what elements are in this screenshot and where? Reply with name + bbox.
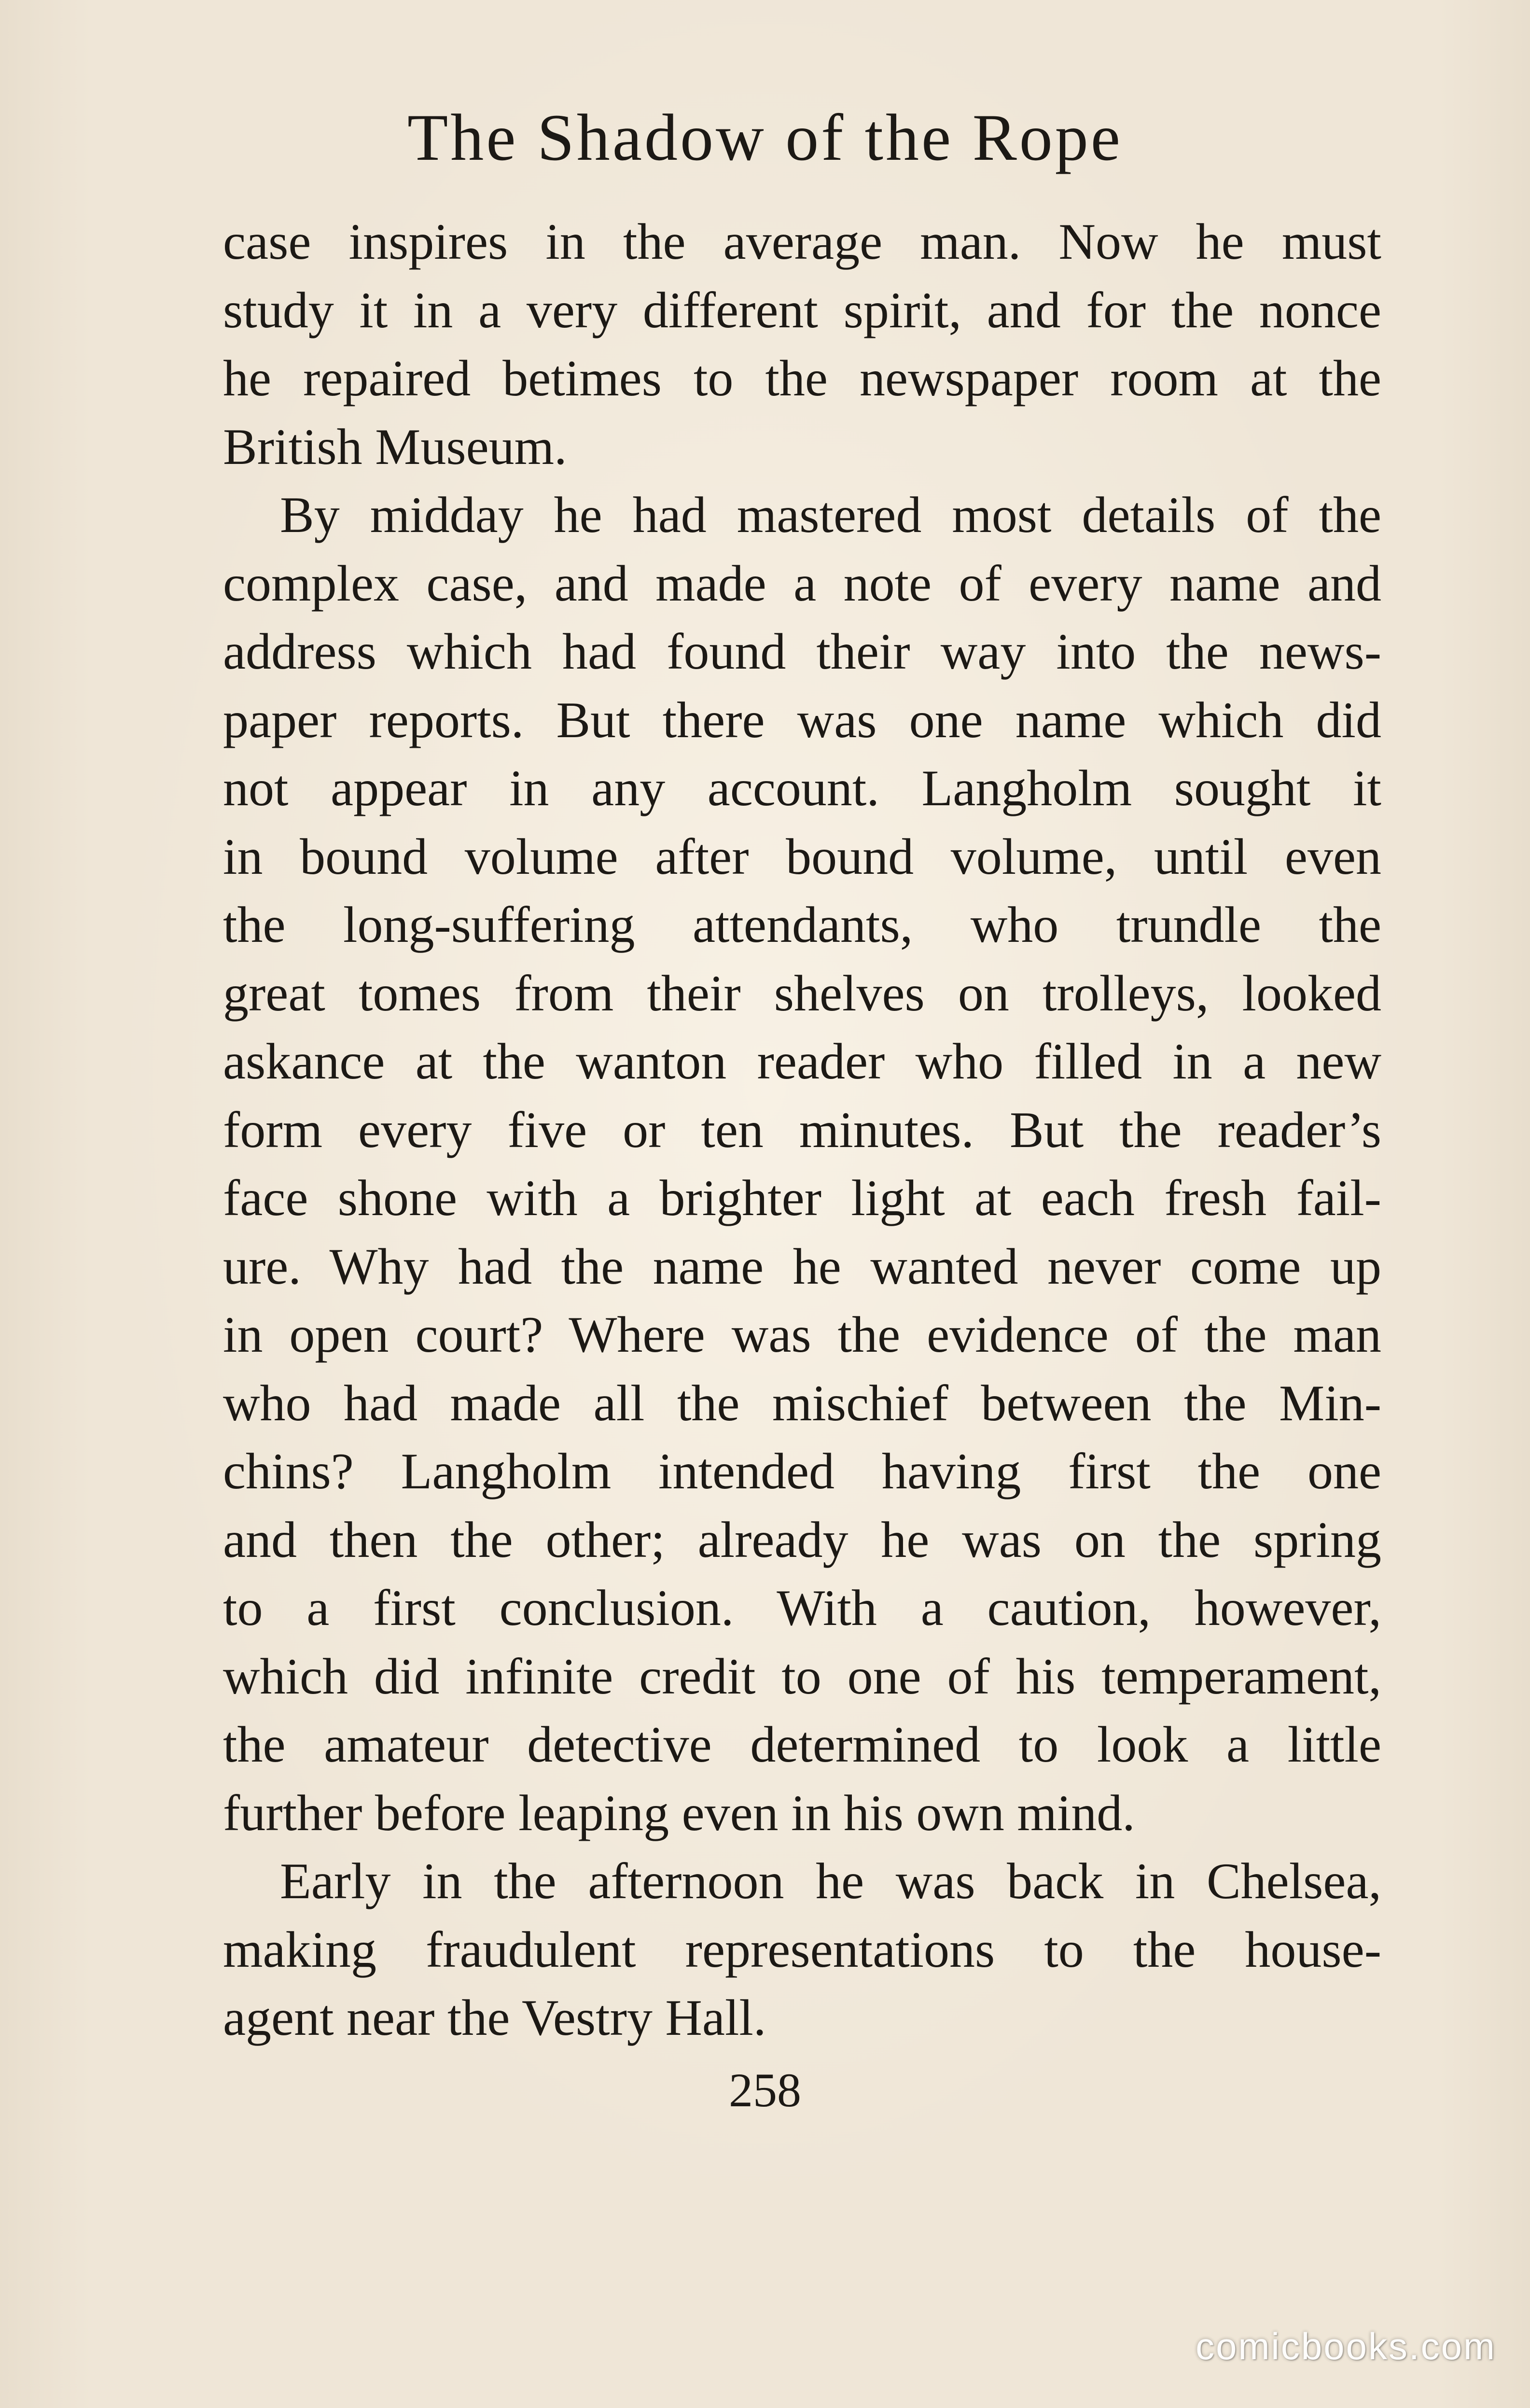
text-line: form every five or ten minutes. But the reader’s xyxy=(223,1101,1381,1158)
body-text xyxy=(223,208,1381,2052)
text-line: which did infinite credit to one of his temperament, xyxy=(223,1648,1381,1705)
page-number: 258 xyxy=(729,2063,801,2117)
text-line: not appear in any account. Langholm sought it xyxy=(223,760,1381,816)
text-line: face shone with a brighter light at each fresh fail- xyxy=(223,1170,1381,1226)
text-line: study it in a very different spirit, and for the nonce xyxy=(223,281,1381,338)
text-line: further before leaping even in his own mind. xyxy=(223,1784,1135,1841)
text-line: in open court? Where was the evidence of the man xyxy=(223,1306,1381,1363)
text-line: paper reports. But there was one name which did xyxy=(223,691,1381,748)
text-line: agent near the Vestry Hall. xyxy=(223,1989,766,2046)
paragraph-2 xyxy=(223,481,1381,1847)
text-line: Early in the afternoon he was back in Chelsea, xyxy=(280,1853,1381,1909)
text-line: case inspires in the average man. Now he must xyxy=(223,213,1381,270)
text-line: ure. Why had the name he wanted never come up xyxy=(223,1238,1381,1295)
text-line: in bound volume after bound volume, until even xyxy=(223,828,1381,885)
text-line: address which had found their way into the news- xyxy=(223,623,1381,680)
text-line: complex case, and made a note of every name and xyxy=(223,555,1381,612)
text-line: to a first conclusion. With a caution, however, xyxy=(223,1580,1381,1636)
text-line: chins? Langholm intended having first the one xyxy=(223,1443,1381,1499)
text-line: the long-suffering attendants, who trundle the xyxy=(223,896,1381,953)
text-line: and then the other; already he was on the spring xyxy=(223,1511,1381,1568)
text-line: the amateur detective determined to look a little xyxy=(223,1716,1381,1773)
text-line: askance at the wanton reader who filled in a new xyxy=(223,1033,1381,1090)
text-line: who had made all the mischief between the Min- xyxy=(223,1374,1381,1431)
text-line: great tomes from their shelves on trolleys, looked xyxy=(223,965,1381,1022)
text-line: making fraudulent representations to the house- xyxy=(223,1921,1381,1978)
text-line: he repaired betimes to the newspaper room at the xyxy=(223,350,1381,406)
text-line: By midday he had mastered most details of the xyxy=(280,487,1381,543)
running-head: The Shadow of the Rope xyxy=(407,100,1123,174)
watermark: comicbooks.com xyxy=(1196,2325,1496,2367)
text-line: British Museum. xyxy=(223,418,567,475)
paragraph-3 xyxy=(223,1847,1381,2052)
paragraph-1 xyxy=(223,208,1381,481)
